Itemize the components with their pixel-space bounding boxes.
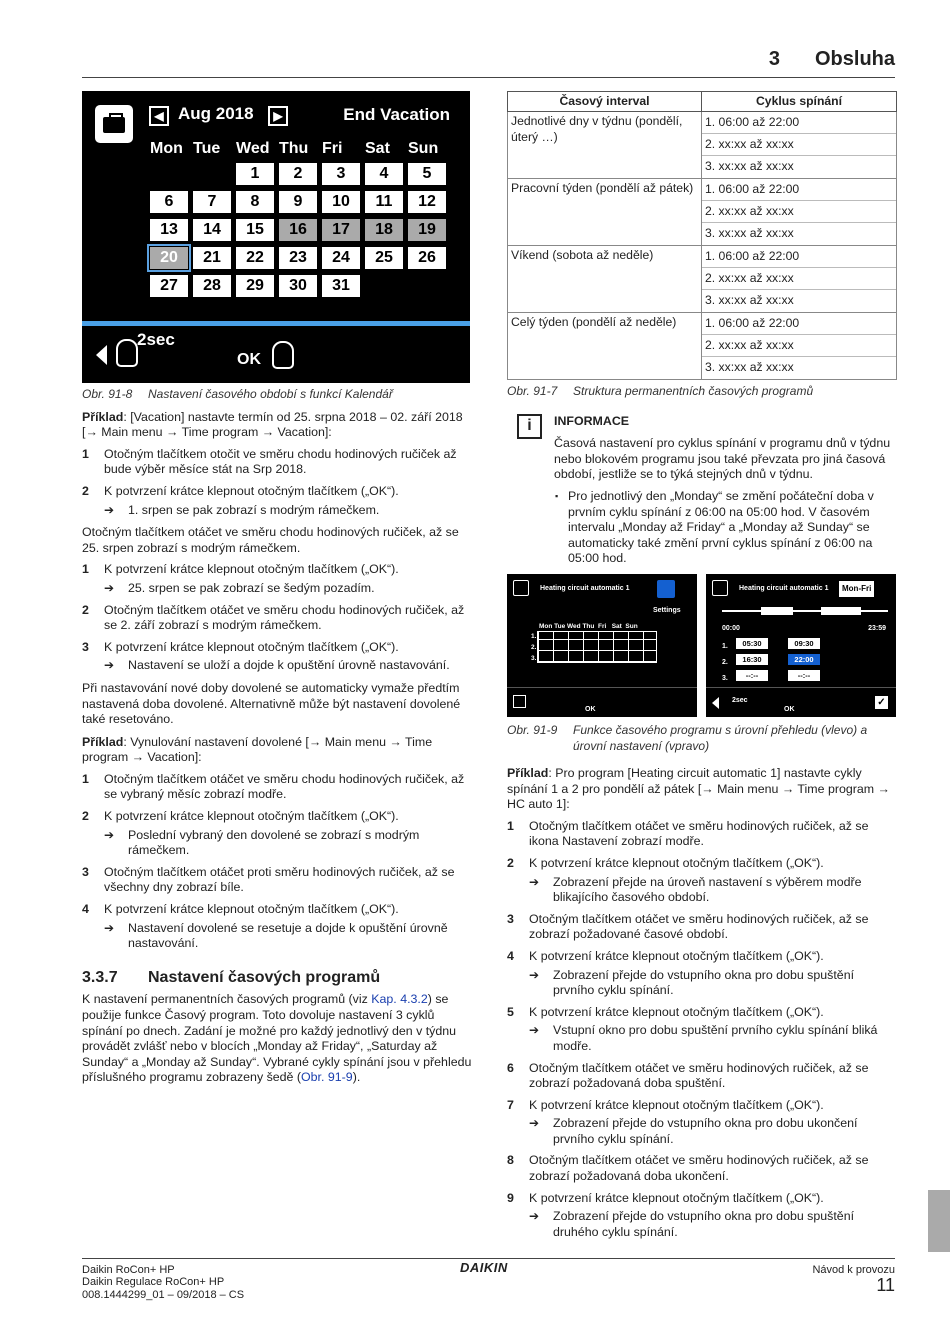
calendar-day[interactable]: 20 [150, 247, 188, 269]
ok-label: OK [237, 351, 261, 368]
calendar-day[interactable]: 18 [365, 219, 403, 241]
step-result: ➔ Vstupní okno pro dobu spuštění prvního cyklu spínání bliká modře. [507, 1023, 897, 1054]
timer-icon [712, 580, 728, 596]
calendar-day[interactable]: 14 [193, 219, 231, 241]
time-segment [821, 607, 861, 615]
timer-icon [513, 580, 529, 596]
step-item [507, 912, 897, 943]
step-text: K potvrzení krátce klepnout otočným tlačítkem („OK“). [104, 639, 399, 654]
steps-list [82, 772, 472, 952]
calendar-day[interactable]: 7 [193, 191, 231, 213]
start-time-field[interactable]: 05:30 [736, 638, 768, 649]
calendar-day[interactable]: 30 [279, 275, 317, 297]
step-text: Otočným tlačítkem otočit ve směru chodu hodinových ručiček až bude výběr měsíce stát na Srp 2018. [104, 446, 457, 477]
step-text: K potvrzení krátce klepnout otočným tlačítkem („OK“). [529, 1097, 824, 1112]
figure-caption: Obr. 91-7 Struktura permanentních časových programů [507, 384, 814, 398]
schedule-grid [537, 631, 657, 663]
cycle-value: 2. xx:xx až xx:xx [702, 134, 896, 156]
calendar-day[interactable]: 23 [279, 247, 317, 269]
screen-footer [706, 687, 896, 717]
step-result: ➔ Poslední vybraný den dovolené se zobrazí s modrým rámečkem. [82, 828, 472, 859]
start-time-field[interactable]: --:-- [736, 670, 768, 681]
cycles-cell [702, 313, 897, 380]
calendar-day[interactable]: 27 [150, 275, 188, 297]
chapter-title: Obsluha [814, 48, 895, 70]
step-item [507, 819, 897, 850]
footer-doc: Návod k provozu [812, 1264, 895, 1276]
step-number: 4 [507, 948, 514, 963]
time-end: 23:59 [868, 625, 886, 632]
cycle-numbers: 1. 2. 3. [531, 633, 537, 662]
table-header: Časový interval [508, 92, 702, 112]
cycle-value: 2. xx:xx až xx:xx [702, 268, 896, 290]
step-item [82, 902, 472, 918]
info-box [507, 414, 897, 567]
page-number: 11 [876, 1275, 895, 1295]
step-result: ➔ Zobrazení přejde do vstupního okna pro dobu spuštění druhého cyklu spínání. [507, 1209, 897, 1240]
weekday-label: Sun [408, 140, 439, 157]
calendar-day[interactable]: 13 [150, 219, 188, 241]
paragraph: K nastavení permanentních časových programů (viz Kap. 4.3.2) se použije funkce Časový program. Toto dovoluje nastavení 3 cyklů spínání po dnech. Zadání je možné pro každý jednotlivý den v týdnu provádět zvlášť nebo v blocích „Monday až Friday“, „Saturday až Sunday“ a „Monday až Sunday“. Vybrané cykly spínání jsou v přehledu příslušného programu zobrazeny šedě (Obr. 91-9). [82, 992, 472, 1085]
step-item [507, 1061, 897, 1092]
next-month-icon: ▶ [268, 106, 288, 126]
weekday-label: Tue [193, 140, 221, 157]
hand-tap-icon [272, 341, 294, 369]
calendar-day[interactable]: 19 [408, 219, 446, 241]
screen-footer [507, 687, 697, 717]
weekday-label: Thu [279, 140, 309, 157]
info-text: Časová nastavení pro cyklus spínání v programu dnů v týdnu nebo blokovém programu jsou také převzata pro jiná časová období, jestliže se to týká stejných dnů v týdnu. [554, 436, 891, 482]
cycle-value: 2. xx:xx až xx:xx [702, 201, 896, 223]
calendar-day[interactable]: 22 [236, 247, 274, 269]
step-text: Otočným tlačítkem otáčet ve směru chodu hodinových ručiček, až se vybraný měsíc zobrazí modře. [104, 771, 465, 802]
back-arrow-icon [96, 345, 107, 365]
step-item [82, 447, 472, 478]
step-text: Otočným tlačítkem otáčet proti směru hodinových ručiček, až se všechny dny zobrazí bíle. [104, 864, 455, 895]
weekday-label: Mon [150, 140, 183, 157]
calendar-day[interactable]: 16 [279, 219, 317, 241]
cycle-value: 3. xx:xx až xx:xx [705, 360, 794, 374]
calendar-day[interactable]: 26 [408, 247, 446, 269]
chapter-tab [928, 1190, 950, 1252]
info-title: INFORMACE [554, 413, 630, 428]
cycle-value: 1. 06:00 až 22:00 [702, 179, 896, 201]
settings-label: Settings [653, 607, 681, 614]
calendar-day[interactable]: 12 [408, 191, 446, 213]
weekday-labels: Mon Tue Wed Thu Fri Sat Sun [539, 623, 638, 630]
example-paragraph: Příklad: [Vacation] nastavte termín od 25. srpna 2018 – 02. září 2018 [→ Main menu → Time program → Vacation]: [82, 409, 463, 440]
weekday-label: Wed [236, 140, 270, 157]
settings-screen [706, 574, 896, 717]
time-bar [722, 610, 888, 612]
step-number: 2 [82, 483, 89, 498]
time-start: 00:00 [722, 625, 740, 632]
calendar-day[interactable]: 17 [322, 219, 360, 241]
step-number: 1 [82, 562, 89, 577]
cycle-value: 1. 06:00 až 22:00 [702, 112, 896, 134]
interval-cell: Celý týden (pondělí až neděle) [508, 313, 702, 380]
calendar-day[interactable]: 10 [322, 191, 360, 213]
figure-caption: Obr. 91-8 Nastavení časového období s funkcí Kalendář [82, 387, 393, 401]
prev-month-icon: ◀ [149, 106, 169, 126]
calendar-day[interactable]: 3 [322, 163, 360, 185]
time-segment [761, 607, 793, 615]
hand-press-icon [116, 339, 138, 367]
step-number: 1 [507, 818, 514, 833]
step-text: K potvrzení krátce klepnout otočným tlačítkem („OK“). [104, 562, 399, 577]
sec-label: 2sec [137, 330, 175, 349]
step-number: 5 [507, 1004, 514, 1019]
step-number: 9 [507, 1190, 514, 1205]
table-row [508, 179, 897, 246]
step-item [82, 562, 472, 578]
step-result: ➔ 25. srpen se pak zobrazí se šedým pozadím. [82, 581, 472, 597]
step-number: 2 [82, 602, 89, 617]
step-text: Otočným tlačítkem otáčet ve směru hodinových ručiček, až se zobrazí požadované časové období. [529, 911, 869, 942]
table-row [508, 246, 897, 313]
step-item [507, 949, 897, 965]
suitcase-icon [95, 105, 133, 143]
calendar-day[interactable]: 2 [279, 163, 317, 185]
calendar-day[interactable]: 24 [322, 247, 360, 269]
calendar-day[interactable]: 6 [150, 191, 188, 213]
page-header [82, 50, 895, 78]
step-result: ➔ Nastavení dovolené se resetuje a dojde k opuštění úrovně nastavování. [82, 921, 472, 952]
period-badge: Mon-Fri [839, 581, 874, 597]
step-item [507, 1005, 897, 1021]
step-number: 3 [82, 864, 89, 879]
end-vacation-label: End Vacation [343, 105, 450, 124]
table-header: Cyklus spínání [702, 92, 897, 112]
step-text: Otočným tlačítkem otáčet ve směru chodu hodinových ručiček, až se 2. září zobrazí s modrým rámečkem. [104, 602, 465, 633]
cycles-cell [702, 179, 897, 246]
steps-list [82, 562, 472, 674]
cycle-value: 3. xx:xx až xx:xx [705, 293, 794, 307]
cycle-number: 1. [722, 643, 728, 650]
chapter-link[interactable]: Kap. 4.3.2 [371, 992, 428, 1007]
step-text: Otočným tlačítkem otáčet ve směru hodinových ručiček, až se zobrazí požadovaná doba ukončení. [529, 1153, 869, 1184]
calendar-day[interactable]: 11 [365, 191, 403, 213]
calendar-day[interactable]: 4 [365, 163, 403, 185]
step-text: K potvrzení krátce klepnout otočným tlačítkem („OK“). [104, 483, 399, 498]
step-number: 8 [507, 1153, 514, 1168]
cycle-number: 2. [722, 659, 728, 666]
cycle-value: 1. 06:00 až 22:00 [702, 313, 896, 335]
cycle-value: 3. xx:xx až xx:xx [705, 226, 794, 240]
ok-label: OK [784, 706, 795, 713]
end-time-field[interactable]: 09:30 [788, 638, 820, 649]
calendar-month: Aug 2018 [178, 104, 254, 123]
calendar-day[interactable]: 9 [279, 191, 317, 213]
step-item [507, 1153, 897, 1184]
calendar-screen [82, 91, 470, 383]
step-text: K potvrzení krátce klepnout otočným tlačítkem („OK“). [529, 948, 824, 963]
cycle-value: 3. xx:xx až xx:xx [705, 159, 794, 173]
steps-list [507, 819, 897, 1241]
example-paragraph: Příklad: Pro program [Heating circuit automatic 1] nastavte cykly spínání 1 a 2 pro pondělí až pátek [→ Main menu → Time program → HC auto 1]: [507, 766, 890, 812]
step-number: 1 [82, 446, 89, 461]
table-row [508, 112, 897, 179]
paragraph: Při nastavování nové doby dovolené se automaticky vymaže předtím nastavená doba dovolené. Alternativně může být nastavení dovolené také resetováno. [82, 680, 461, 727]
step-result: ➔ 1. srpen se pak zobrazí s modrým rámečkem. [82, 503, 472, 519]
info-bullet: ▪ Pro jednotlivý den „Monday“ se změní počáteční doba v prvním cyklu spínání z 06:00 na 05:00 hod. V časovém intervalu „Monday až Friday“ a „Monday až Sunday“ se automaticky také změní první cyklus spínání z 06:00 na 05:00 hod. [554, 489, 897, 567]
calendar-day[interactable]: 15 [236, 219, 274, 241]
figure-caption: Obr. 91-9 Funkce časového programu s úrovní přehledu (vlevo) a úrovní nastavení (vpravo) [507, 723, 868, 753]
overview-screen [507, 574, 697, 717]
step-item [82, 809, 472, 825]
section-heading: 3.3.7 Nastavení časových programů [82, 968, 381, 986]
interval-cell: Víkend (sobota až neděle) [508, 246, 702, 313]
cycle-value: 2. xx:xx až xx:xx [702, 335, 896, 357]
step-item [82, 772, 472, 803]
interval-cell: Pracovní týden (pondělí až pátek) [508, 179, 702, 246]
calendar-day[interactable]: 29 [236, 275, 274, 297]
screen-title: Heating circuit automatic 1 [540, 585, 630, 592]
figure-link[interactable]: Obr. 91-9 [301, 1070, 353, 1085]
step-number: 3 [82, 639, 89, 654]
step-result: ➔ Zobrazení přejde do vstupního okna pro dobu ukončení prvního cyklu spínání. [507, 1116, 897, 1147]
calendar-day[interactable]: 28 [193, 275, 231, 297]
steps-list [82, 447, 472, 518]
paragraph: Otočným tlačítkem otáčet ve směru chodu hodinových ručiček, až se 25. srpen zobrazí s modrým rámečkem. [82, 525, 459, 555]
example-paragraph: Příklad: Vynulování nastavení dovolené [→ Main menu → Time program → Vacation]: [82, 734, 433, 765]
step-item [507, 856, 897, 872]
interval-cell: Jednotlivé dny v týdnu (pondělí, úterý …) [508, 112, 702, 179]
end-time-field[interactable]: --:-- [788, 670, 820, 681]
calendar-day[interactable]: 21 [193, 247, 231, 269]
program-table [507, 91, 897, 380]
step-text: K potvrzení krátce klepnout otočným tlačítkem („OK“). [529, 1190, 824, 1205]
step-item [507, 1191, 897, 1207]
step-number: 2 [507, 855, 514, 870]
calendar-divider [82, 321, 470, 326]
ok-label: OK [585, 706, 596, 713]
step-number: 3 [507, 911, 514, 926]
step-item [507, 1098, 897, 1114]
left-column [82, 91, 472, 1086]
end-time-field[interactable]: 22:00 [788, 654, 820, 665]
cycle-value: 1. 06:00 až 22:00 [702, 246, 896, 268]
calendar-day[interactable]: 31 [322, 275, 360, 297]
step-number: 6 [507, 1060, 514, 1075]
calendar-day[interactable]: 8 [236, 191, 274, 213]
calendar-day[interactable]: 1 [236, 163, 274, 185]
step-text: K potvrzení krátce klepnout otočným tlačítkem („OK“). [529, 1004, 824, 1019]
chapter-number: 3 [768, 48, 780, 70]
step-number: 7 [507, 1097, 514, 1112]
start-time-field[interactable]: 16:30 [736, 654, 768, 665]
calendar-day[interactable]: 5 [408, 163, 446, 185]
step-item [82, 603, 472, 634]
info-icon: i [517, 414, 542, 439]
footer-left: Daikin RoCon+ HP Daikin Regulace RoCon+ HP 008.1444299_01 – 09/2018 – CS [82, 1264, 245, 1301]
step-number: 4 [82, 902, 89, 917]
step-item [82, 484, 472, 500]
step-item [82, 865, 472, 896]
page-footer [82, 1258, 895, 1301]
checkbox-icon: ✓ [875, 696, 888, 709]
cycles-cell [702, 246, 897, 313]
settings-gear-icon [657, 580, 675, 598]
weekday-label: Sat [365, 140, 390, 157]
step-number: 2 [82, 809, 89, 824]
step-text: K potvrzení krátce klepnout otočným tlačítkem („OK“). [104, 902, 399, 917]
step-result: ➔ Zobrazení přejde na úroveň nastavení s výběrem modře blikajícího časového období. [507, 875, 897, 906]
back-arrow-icon [712, 697, 719, 709]
brand-logo: DAIKIN [460, 1260, 508, 1275]
step-text: K potvrzení krátce klepnout otočným tlačítkem („OK“). [529, 855, 824, 870]
weekday-label: Fri [322, 140, 343, 157]
table-row [508, 313, 897, 380]
step-result: ➔ Zobrazení přejde do vstupního okna pro dobu spuštění prvního cyklu spínání. [507, 968, 897, 999]
step-item [82, 640, 472, 656]
cycle-number: 3. [722, 675, 728, 682]
screen-title: Heating circuit automatic 1 [739, 585, 829, 592]
back-icon [513, 695, 526, 708]
step-text: Otočným tlačítkem otáčet ve směru hodinových ručiček, až se ikona Nastavení zobrazí modře. [529, 818, 869, 849]
calendar-day[interactable]: 25 [365, 247, 403, 269]
step-text: Otočným tlačítkem otáčet ve směru hodinových ručiček, až se zobrazí požadovaná doba spuštění. [529, 1060, 869, 1091]
cycles-cell [702, 112, 897, 179]
step-number: 1 [82, 771, 89, 786]
right-text-flow [507, 759, 897, 1240]
step-text: K potvrzení krátce klepnout otočným tlačítkem („OK“). [104, 809, 399, 824]
step-result: ➔ Nastavení se uloží a dojde k opuštění úrovně nastavování. [82, 658, 472, 674]
sec-label: 2sec [732, 697, 748, 704]
